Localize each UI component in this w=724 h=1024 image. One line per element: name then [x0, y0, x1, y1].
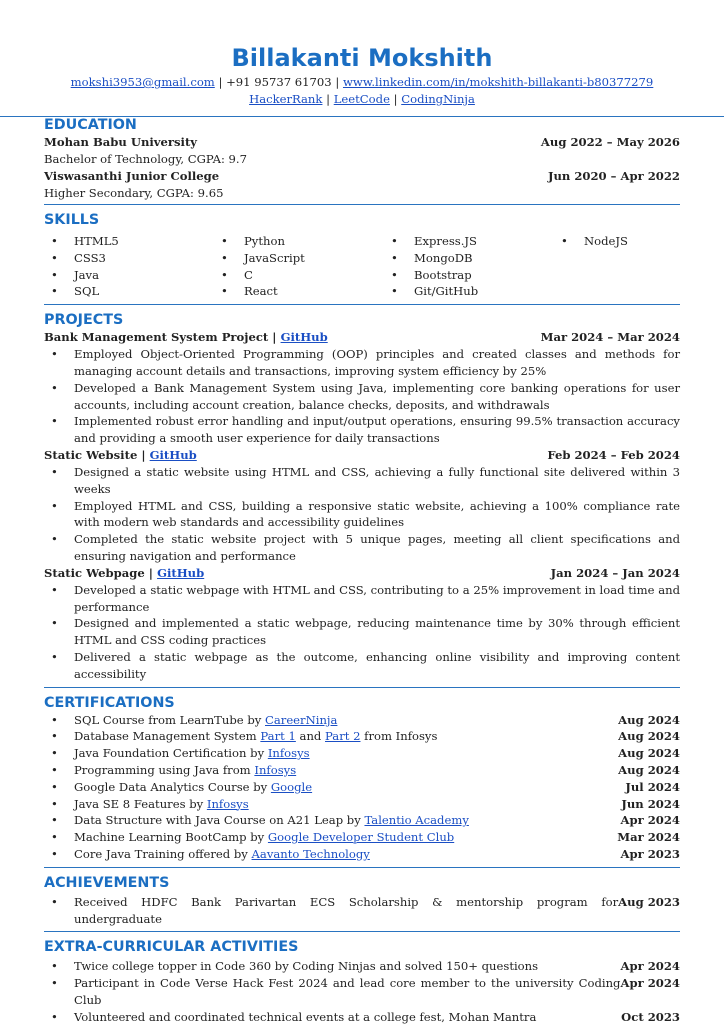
cert-date: Aug 2024	[618, 729, 680, 744]
activity-date: Oct 2023	[621, 1009, 680, 1024]
cert-date: Apr 2023	[620, 846, 680, 861]
codingninja-link[interactable]: CodingNinja	[401, 92, 475, 106]
certification-item: • Core Java Training offered by Aavanto Technology Apr 2023	[44, 846, 680, 863]
bullet-item: • Designed and implemented a static webpage, reducing maintenance time by 30% through efficient HTML and CSS coding practices	[44, 615, 680, 649]
certification-item: • Programming using Java from Infosys Aug 2024	[44, 762, 680, 779]
phone-number: +91 95737 61703	[226, 75, 332, 89]
bullet-item: • Delivered a static webpage as the outcome, enhancing online visibility and improving content accessibility	[44, 649, 680, 683]
certifications-section	[44, 694, 680, 868]
leetcode-link[interactable]: LeetCode	[333, 92, 390, 106]
certification-item: • Data Structure with Java Course on A21 Leap by Talentio Academy Apr 2024	[44, 812, 680, 829]
skill-item: • Express.JS	[384, 233, 554, 250]
education-entry	[44, 168, 680, 185]
certification-item: • Google Data Analytics Course by Google Jul 2024	[44, 779, 680, 796]
project-header: Bank Management System Project | GitHub Mar 2024 – Mar 2024	[44, 330, 680, 345]
section-title: PROJECTS	[44, 312, 124, 329]
bullet-item: • Designed a static website using HTML and CSS, achieving a fully functional site delivered within 3 weeks	[44, 464, 680, 498]
skills-section	[44, 211, 680, 305]
section-divider	[44, 304, 680, 305]
section-divider	[44, 931, 680, 932]
separator: |	[389, 92, 402, 106]
section-divider	[44, 204, 680, 205]
cert-link[interactable]: Google	[270, 779, 313, 794]
skill-item: • React	[214, 283, 384, 300]
activity-list	[44, 958, 680, 1024]
skill-item: • Java	[44, 267, 214, 284]
cert-date: Aug 2024	[618, 712, 680, 727]
cert-link[interactable]: Talentio Academy	[364, 813, 469, 828]
linkedin-link[interactable]: www.linkedin.com/in/mokshith-billakanti-b80377279	[342, 75, 654, 89]
date-range: Jan 2024 – Jan 2024	[550, 565, 680, 580]
skill-item: • SQL	[44, 283, 214, 300]
cert-date: Apr 2024	[620, 813, 680, 828]
separator: |	[322, 92, 334, 106]
project-bullets	[44, 582, 680, 683]
github-link[interactable]: GitHub	[280, 330, 328, 345]
contact-line	[44, 74, 680, 91]
skills-column	[554, 233, 704, 300]
date-range: Jun 2020 – Apr 2022	[547, 169, 680, 183]
project-name: Static Website	[44, 447, 138, 462]
bullet-item: • Employed HTML and CSS, building a responsive static website, achieving a 100% compliance rate with modern web standards and accessibility guidelines	[44, 498, 680, 532]
cert-link[interactable]: Infosys	[254, 762, 297, 777]
skills-column	[384, 233, 554, 300]
separator: |	[214, 75, 227, 89]
section-title: ACHIEVEMENTS	[44, 874, 170, 891]
school-name: Mohan Babu University	[44, 135, 198, 149]
certification-item: • SQL Course from LearnTube by CareerNinja Aug 2024	[44, 712, 680, 729]
candidate-name: Billakanti Mokshith	[231, 44, 493, 72]
profile-links	[44, 91, 680, 108]
section-title: CERTIFICATIONS	[44, 694, 175, 711]
activity-date: Apr 2024	[620, 959, 680, 974]
achievement-list	[44, 894, 680, 928]
skills-column	[214, 233, 384, 300]
activity-date: Apr 2024	[620, 976, 680, 991]
cert-link[interactable]: Infosys	[206, 796, 249, 811]
project-bullets	[44, 346, 680, 447]
section-title: EDUCATION	[44, 117, 137, 133]
project-name: Bank Management System Project	[44, 330, 269, 345]
cert-link[interactable]: Part 2	[325, 729, 361, 744]
github-link[interactable]: GitHub	[157, 565, 205, 580]
bullet-item: • Implemented robust error handling and input/output operations, ensuring 99.5% transaction accuracy and providing a smooth user experience for daily transactions	[44, 413, 680, 447]
skill-item: • MongoDB	[384, 250, 554, 267]
project-bullets	[44, 464, 680, 565]
extracurricular-section	[44, 938, 680, 1024]
certification-item: • Machine Learning BootCamp by Google Developer Student Club Mar 2024	[44, 829, 680, 846]
resume-header	[44, 0, 680, 108]
separator: |	[331, 75, 343, 89]
section-divider	[44, 867, 680, 868]
cert-date: Jul 2024	[625, 779, 680, 794]
cert-date: Aug 2024	[618, 746, 680, 761]
skill-item: • C	[214, 267, 384, 284]
activity-item: • Volunteered and coordinated technical events at a college fest, Mohan Mantra Oct 2023	[44, 1009, 680, 1024]
cert-link[interactable]: Part 1	[260, 729, 296, 744]
skills-grid	[44, 233, 680, 300]
skill-item: • NodeJS	[554, 233, 704, 250]
certification-item: • Java SE 8 Features by Infosys Jun 2024	[44, 796, 680, 813]
date-range: Feb 2024 – Feb 2024	[547, 447, 680, 462]
projects-section	[44, 311, 680, 687]
date-range: Aug 2022 – May 2026	[540, 135, 680, 149]
achievement-item: • Received HDFC Bank Parivartan ECS Scholarship & mentorship program for undergraduate Aug 2023	[44, 894, 680, 928]
cert-link[interactable]: CareerNinja	[265, 712, 338, 727]
project-name: Static Webpage	[44, 565, 145, 580]
achievements-section	[44, 874, 680, 933]
skill-item: • CSS3	[44, 250, 214, 267]
skill-item: • HTML5	[44, 233, 214, 250]
email-link[interactable]: mokshi3953@gmail.com	[70, 75, 215, 89]
education-section	[44, 116, 680, 205]
activity-item: • Participant in Code Verse Hack Fest 2024 and lead core member to the university Coding Club Apr 2024	[44, 975, 680, 1009]
degree: Bachelor of Technology, CGPA: 9.7	[44, 152, 247, 166]
github-link[interactable]: GitHub	[149, 447, 197, 462]
bullet-item: • Developed a Bank Management System using Java, implementing core banking operations for user accounts, including account creation, balance checks, deposits, and withdrawals	[44, 380, 680, 414]
bullet-item: • Developed a static webpage with HTML and CSS, contributing to a 25% improvement in load time and performance	[44, 582, 680, 616]
achievement-date: Aug 2023	[618, 894, 680, 909]
skill-item: • Python	[214, 233, 384, 250]
project-header: Static Website | GitHub Feb 2024 – Feb 2024	[44, 447, 680, 462]
skill-item: • JavaScript	[214, 250, 384, 267]
skills-column	[44, 233, 214, 300]
certification-item: • Database Management System Part 1 and Part 2 from Infosys Aug 2024	[44, 728, 680, 745]
cert-date: Aug 2024	[618, 762, 680, 777]
bullet-item: • Completed the static website project with 5 unique pages, meeting all client specifications and ensuring navigation and performance	[44, 531, 680, 565]
section-title: EXTRA-CURRICULAR ACTIVITIES	[44, 939, 299, 956]
project-header: Static Webpage | GitHub Jan 2024 – Jan 2024	[44, 565, 680, 580]
cert-link[interactable]: Google Developer Student Club	[267, 830, 455, 845]
education-entry	[44, 134, 680, 151]
degree: Higher Secondary, CGPA: 9.65	[44, 186, 224, 200]
certification-list	[44, 712, 680, 863]
cert-date: Jun 2024	[621, 796, 680, 811]
section-divider	[44, 687, 680, 688]
section-title: SKILLS	[44, 212, 100, 228]
school-name: Viswasanthi Junior College	[44, 169, 220, 183]
hackerrank-link[interactable]: HackerRank	[249, 92, 323, 106]
skill-item: • Git/GitHub	[384, 283, 554, 300]
date-range: Mar 2024 – Mar 2024	[540, 330, 680, 345]
bullet-item: • Employed Object-Oriented Programming (OOP) principles and created classes and methods for managing account details and transactions, improving system efficiency by 25%	[44, 346, 680, 380]
activity-item: • Twice college topper in Code 360 by Coding Ninjas and solved 150+ questions Apr 2024	[44, 958, 680, 975]
cert-date: Mar 2024	[617, 830, 680, 845]
skill-item: • Bootstrap	[384, 267, 554, 284]
certification-item: • Java Foundation Certification by Infosys Aug 2024	[44, 745, 680, 762]
cert-link[interactable]: Aavanto Technology	[251, 846, 370, 861]
cert-link[interactable]: Infosys	[267, 746, 310, 761]
